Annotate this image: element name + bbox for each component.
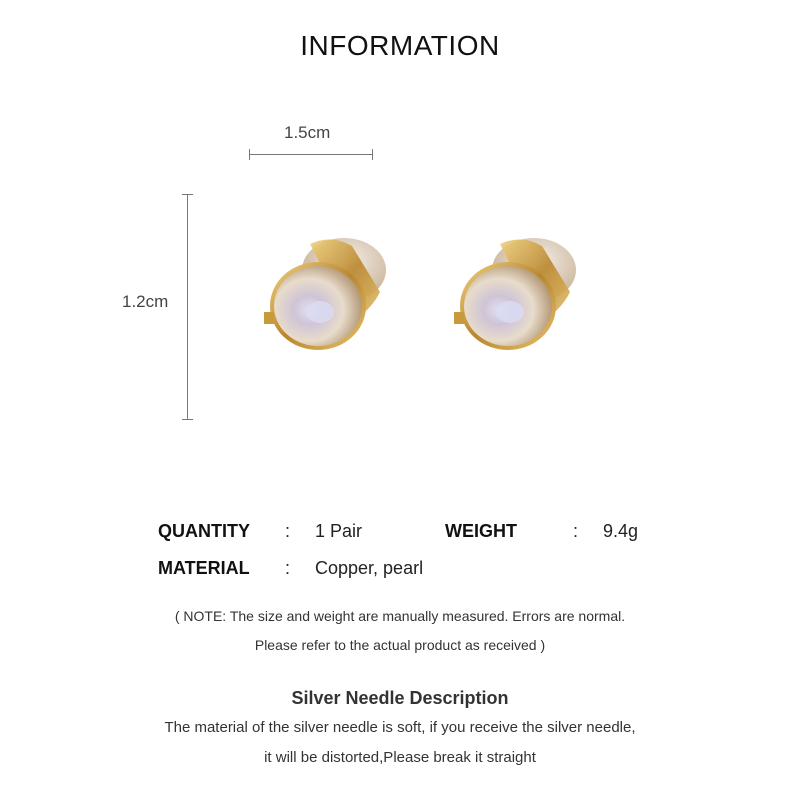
note-line-1: ( NOTE: The size and weight are manually measured. Errors are normal. <box>174 608 626 624</box>
pearl-earring-right <box>452 230 582 360</box>
width-dimension-line <box>249 154 373 155</box>
weight-label: WEIGHT <box>445 521 517 541</box>
note-line-2: Please refer to the actual product as received ) <box>254 637 546 653</box>
quantity-separator: : <box>285 521 291 541</box>
pearl-earring-left <box>262 230 392 360</box>
height-dimension-label: 1.2cm <box>122 292 169 311</box>
weight-value: 9.4g <box>603 521 639 541</box>
material-separator: : <box>285 558 291 578</box>
width-dimension-label: 1.5cm <box>284 123 331 142</box>
material-label: MATERIAL <box>158 558 250 578</box>
silver-needle-line-1: The material of the silver needle is soft, if you receive the silver needle, <box>164 719 636 736</box>
material-value: Copper, pearl <box>315 558 424 578</box>
quantity-value: 1 Pair <box>315 521 363 541</box>
silver-needle-title: Silver Needle Description <box>291 688 509 708</box>
weight-separator: : <box>573 521 579 541</box>
page-title: INFORMATION <box>300 30 500 61</box>
silver-needle-line-2: it will be distorted,Please break it straight <box>264 749 536 766</box>
height-dimension-line <box>187 194 188 420</box>
quantity-label: QUANTITY <box>158 521 250 541</box>
